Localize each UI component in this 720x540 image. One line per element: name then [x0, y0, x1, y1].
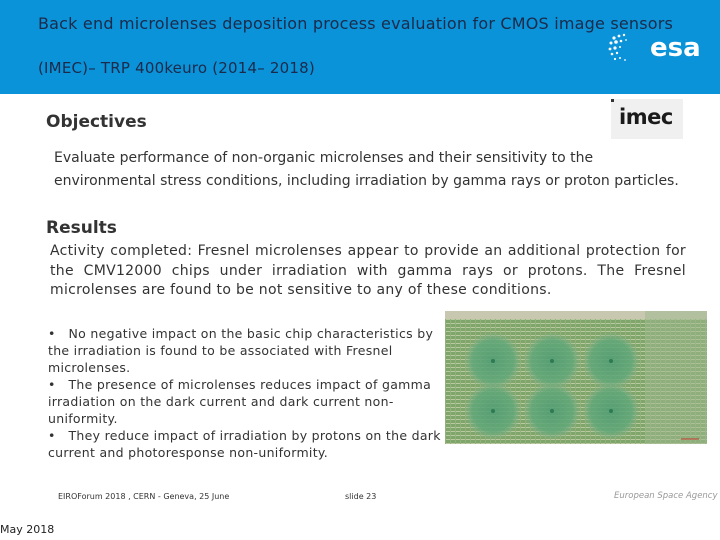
bullet-marker: •	[48, 428, 69, 443]
footer-date: May 2018	[0, 523, 55, 536]
footer-event: EIROForum 2018 , CERN - Geneva, 25 June	[58, 492, 230, 501]
imec-dot	[611, 99, 614, 102]
esa-logo	[606, 30, 706, 66]
footer-agency: European Space Agency	[614, 491, 718, 501]
esa-wordmark: esa	[650, 33, 701, 63]
bullet-marker: •	[48, 326, 69, 341]
esa-swirl-icon	[606, 32, 646, 64]
microlens-micrograph	[445, 311, 707, 444]
results-bullet-list	[48, 325, 446, 461]
bullet-item: • The presence of microlenses reduces impact of gamma irradiation on the dark current and dark current non-uniformity.	[48, 377, 432, 426]
microlens-photo-image	[445, 311, 707, 444]
footer-slide-number: slide 23	[345, 492, 377, 501]
results-heading: Results	[46, 218, 117, 238]
bullet-marker: •	[48, 377, 69, 392]
header-banner	[0, 0, 720, 94]
bullet-item: • No negative impact on the basic chip characteristics by the irradiation is found to be associated with Fresnel microlenses.	[48, 326, 434, 375]
slide-subtitle: (IMEC)– TRP 400keuro (2014– 2018)	[38, 59, 315, 77]
results-text: Activity completed: Fresnel microlenses appear to provide an additional protection for the CMV12000 chips under irradiation with gamma rays or protons. The Fresnel microlenses are found to be not sensitive to any of these conditions.	[50, 243, 686, 298]
imec-wordmark: imec	[619, 105, 673, 129]
imec-logo	[611, 99, 683, 139]
objectives-heading: Objectives	[46, 112, 147, 132]
bullet-item: • They reduce impact of irradiation by protons on the dark current and photoresponse non-uniformity.	[48, 428, 441, 460]
slide-title: Back end microlenses deposition process evaluation for CMOS image sensors	[38, 14, 674, 33]
objectives-text: Evaluate performance of non-organic microlenses and their sensitivity to the environmental stress conditions, including irradiation by gamma rays or proton particles.	[54, 150, 679, 189]
